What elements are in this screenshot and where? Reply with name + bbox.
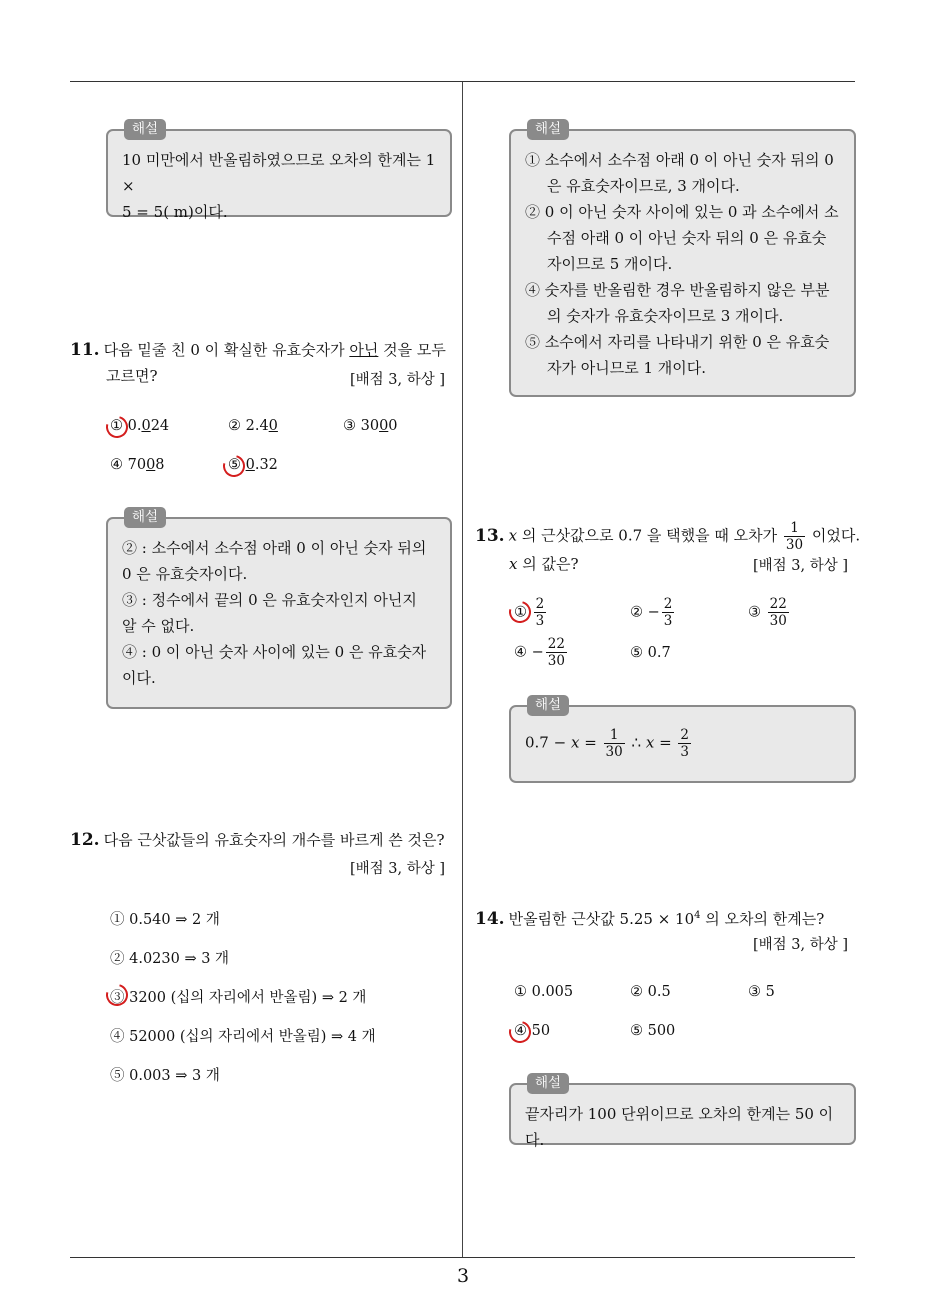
explanation-line: ③ : 정수에서 끝의 0 은 유효숫자인지 아닌지 알 수 없다.	[122, 591, 417, 635]
question-11-cont: 고르면?	[106, 367, 158, 385]
explanation-tag: 해설	[527, 1073, 569, 1094]
explanation-line: 5 = 5( m)이다.	[122, 203, 228, 221]
bottom-rule	[70, 1257, 855, 1258]
option-1[interactable]: ① $\frac{2}{3}$	[514, 596, 545, 629]
option-4[interactable]: ④ 52000 (십의 자리에서 반올림) ⇒ 4 개	[110, 1029, 376, 1045]
page-number: 3	[456, 1265, 470, 1287]
option-5[interactable]: ⑤ 0.32	[228, 457, 278, 473]
column-divider	[462, 82, 463, 1257]
question-meta: [배점 3, 하상 ]	[753, 558, 849, 574]
question-12: 12. 다음 근삿값들의 유효숫자의 개수를 바르게 쓴 것은?	[70, 830, 445, 850]
option-3[interactable]: ③ 5	[748, 984, 775, 1000]
answer-circle-mark	[102, 412, 132, 442]
question-number: 14.	[475, 909, 505, 929]
question-meta: [배점 3, 하상 ]	[350, 372, 446, 388]
question-meta: [배점 3, 하상 ]	[753, 937, 849, 953]
option-3[interactable]: ③ 3200 (십의 자리에서 반올림) ⇒ 2 개	[110, 990, 367, 1006]
question-13: 13. x 의 근삿값으로 0.7 을 택했을 때 오차가 $\frac{1}{30}$ 이었다.	[475, 520, 861, 553]
explanation-line: ④ 숫자를 반올림한 경우 반올림하지 않은 부분의 숫자가 유효숫자이므로 3 개이다.	[525, 281, 830, 325]
option-5[interactable]: ⑤ 0.7	[630, 645, 671, 661]
option-4[interactable]: ④ − $\frac{22}{30}$	[514, 636, 565, 669]
option-3[interactable]: ③ $\frac{22}{30}$	[748, 596, 787, 629]
option-2[interactable]: ② 0.5	[630, 984, 671, 1000]
option-5[interactable]: ⑤ 500	[630, 1023, 676, 1039]
option-2[interactable]: ② − $\frac{2}{3}$	[630, 596, 673, 629]
explanation-tag: 해설	[124, 119, 166, 140]
explanation-box-q11	[106, 509, 452, 709]
option-4[interactable]: ④ 50	[514, 1023, 551, 1039]
explanation-formula: 0.7 − x = $\frac{1}{30}$ ∴ x = $\frac{2}{3}$	[525, 727, 689, 760]
explanation-tag: 해설	[527, 695, 569, 716]
answer-circle-mark	[505, 1017, 535, 1047]
question-number: 13.	[475, 525, 505, 546]
question-14: 14. 반올림한 근삿값 $5.25 \times 10^4$ 의 오차의 한계는?	[475, 909, 825, 929]
question-number: 12.	[70, 830, 100, 850]
explanation-box-q13	[509, 697, 856, 783]
explanation-line: ⑤ 소수에서 자리를 나타내기 위한 0 은 유효숫자가 아니므로 1 개이다.	[525, 333, 830, 377]
explanation-line: ② : 소수에서 소수점 아래 0 이 아닌 숫자 뒤의 0 은 유효숫자이다.	[122, 539, 427, 583]
explanation-box-q10-right	[509, 121, 856, 397]
question-meta: [배점 3, 하상 ]	[350, 861, 446, 877]
answer-circle-mark	[219, 451, 249, 481]
explanation-box-q14	[509, 1075, 856, 1149]
option-2[interactable]: ② 2.40	[228, 418, 278, 434]
option-2[interactable]: ② 4.0230 ⇒ 3 개	[110, 951, 230, 967]
explanation-line: 10 미만에서 반올림하였으므로 오차의 한계는 1 ×	[122, 151, 436, 195]
explanation-line: ② 0 이 아닌 숫자 사이에 있는 0 과 소수에서 소수점 아래 0 이 아닌 숫자 뒤의 0 은 유효숫자이므로 5 개이다.	[525, 203, 839, 273]
question-11: 11. 다음 밑줄 친 0 이 확실한 유효숫자가 아닌 것을 모두	[70, 340, 446, 360]
question-13-cont: x 의 값은?	[509, 555, 579, 573]
option-1[interactable]: ① 0.024	[110, 418, 170, 434]
explanation-line: ④ : 0 이 아닌 숫자 사이에 있는 0 은 유효숫자이다.	[122, 643, 427, 687]
option-1[interactable]: ① 0.540 ⇒ 2 개	[110, 912, 220, 928]
explanation-box-q10	[106, 121, 452, 221]
option-1[interactable]: ① 0.005	[514, 984, 574, 1000]
option-4[interactable]: ④ 7008	[110, 457, 165, 473]
explanation-line: ① 소수에서 소수점 아래 0 이 아닌 숫자 뒤의 0 은 유효숫자이므로, 3 개이다.	[525, 151, 834, 195]
explanation-tag: 해설	[124, 507, 166, 528]
explanation-line: 끝자리가 100 단위이므로 오차의 한계는 50 이다.	[525, 1105, 834, 1149]
question-number: 11.	[70, 340, 100, 360]
explanation-tag: 해설	[527, 119, 569, 140]
option-5[interactable]: ⑤ 0.003 ⇒ 3 개	[110, 1068, 220, 1084]
option-3[interactable]: ③ 3000	[343, 418, 398, 434]
